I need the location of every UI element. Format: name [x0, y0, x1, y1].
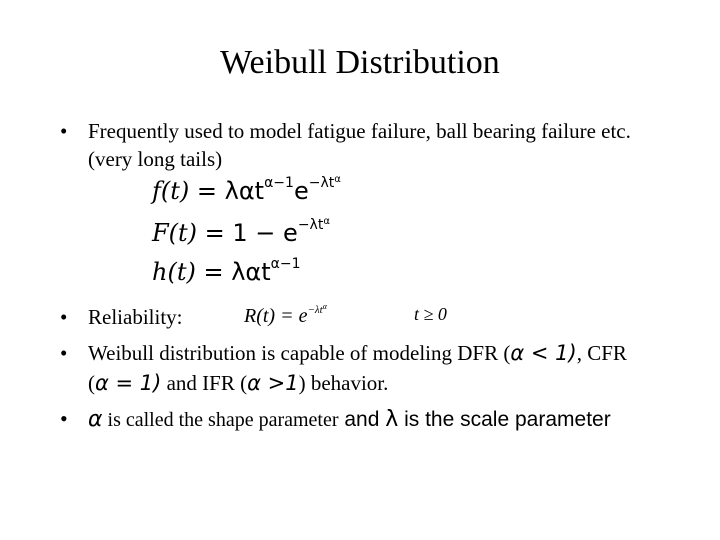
equation-cdf [152, 216, 330, 247]
equation-condition [414, 304, 447, 325]
equation-rhs: = λαt [189, 177, 265, 205]
equation-lhs: f(t) [152, 177, 190, 205]
text-run: and [338, 408, 386, 431]
text-run-symbol: α = 1) [95, 371, 162, 395]
bullet-text [88, 338, 627, 368]
equation-hazard [152, 256, 301, 286]
lambda-symbol: λ [385, 407, 399, 432]
equation-rhs: = λαt [195, 258, 271, 286]
equation-exp-base: e [293, 177, 309, 205]
text-run: and IFR ( [161, 371, 248, 395]
bullet-marker: • [60, 341, 68, 365]
equation-exponent: α−1 [264, 175, 294, 191]
bullet-text-continued [88, 368, 388, 398]
equation-exponent-power: α [322, 302, 327, 311]
equation-lhs: h(t) [152, 258, 196, 286]
text-run: ) behavior. [298, 371, 389, 395]
equation-lhs: F(t) [152, 219, 198, 247]
equation-exponent: −λt [308, 175, 335, 191]
condition-text: t ≥ 0 [414, 304, 447, 324]
equation-rhs: = 1 − e [197, 219, 298, 247]
bullet-marker: • [60, 119, 68, 143]
text-run: is called the shape parameter [102, 409, 339, 431]
equation-exponent-power: α [334, 174, 341, 185]
text-run: ( [88, 371, 95, 395]
equation-exponent: −λt [307, 304, 323, 316]
equation-rhs: = e [275, 305, 308, 327]
equation-pdf [152, 174, 341, 205]
text-run: Weibull distribution is capable of modeling DFR ( [88, 341, 511, 365]
bullet-text [88, 404, 611, 435]
text-run-symbol: α >1 [247, 371, 299, 395]
equation-exponent-power: α [323, 216, 330, 227]
bullet-text: Reliability: [88, 305, 183, 329]
text-run: , CFR [576, 341, 627, 365]
equation-exponent: α−1 [270, 256, 301, 272]
alpha-symbol: α [88, 407, 103, 432]
bullet-marker: • [60, 305, 68, 329]
bullet-marker: • [60, 406, 68, 431]
bullet-text: Frequently used to model fatigue failure, ball bearing failure etc. [88, 119, 631, 143]
equation-exponent: −λt [297, 217, 324, 233]
equation-lhs: R(t) [244, 305, 276, 327]
equation-reliability [244, 302, 327, 328]
text-run-symbol: α < 1) [510, 341, 577, 365]
text-run: is the scale parameter [398, 408, 611, 431]
bullet-text-continued: (very long tails) [88, 147, 223, 171]
slide-title: Weibull Distribution [220, 44, 500, 81]
